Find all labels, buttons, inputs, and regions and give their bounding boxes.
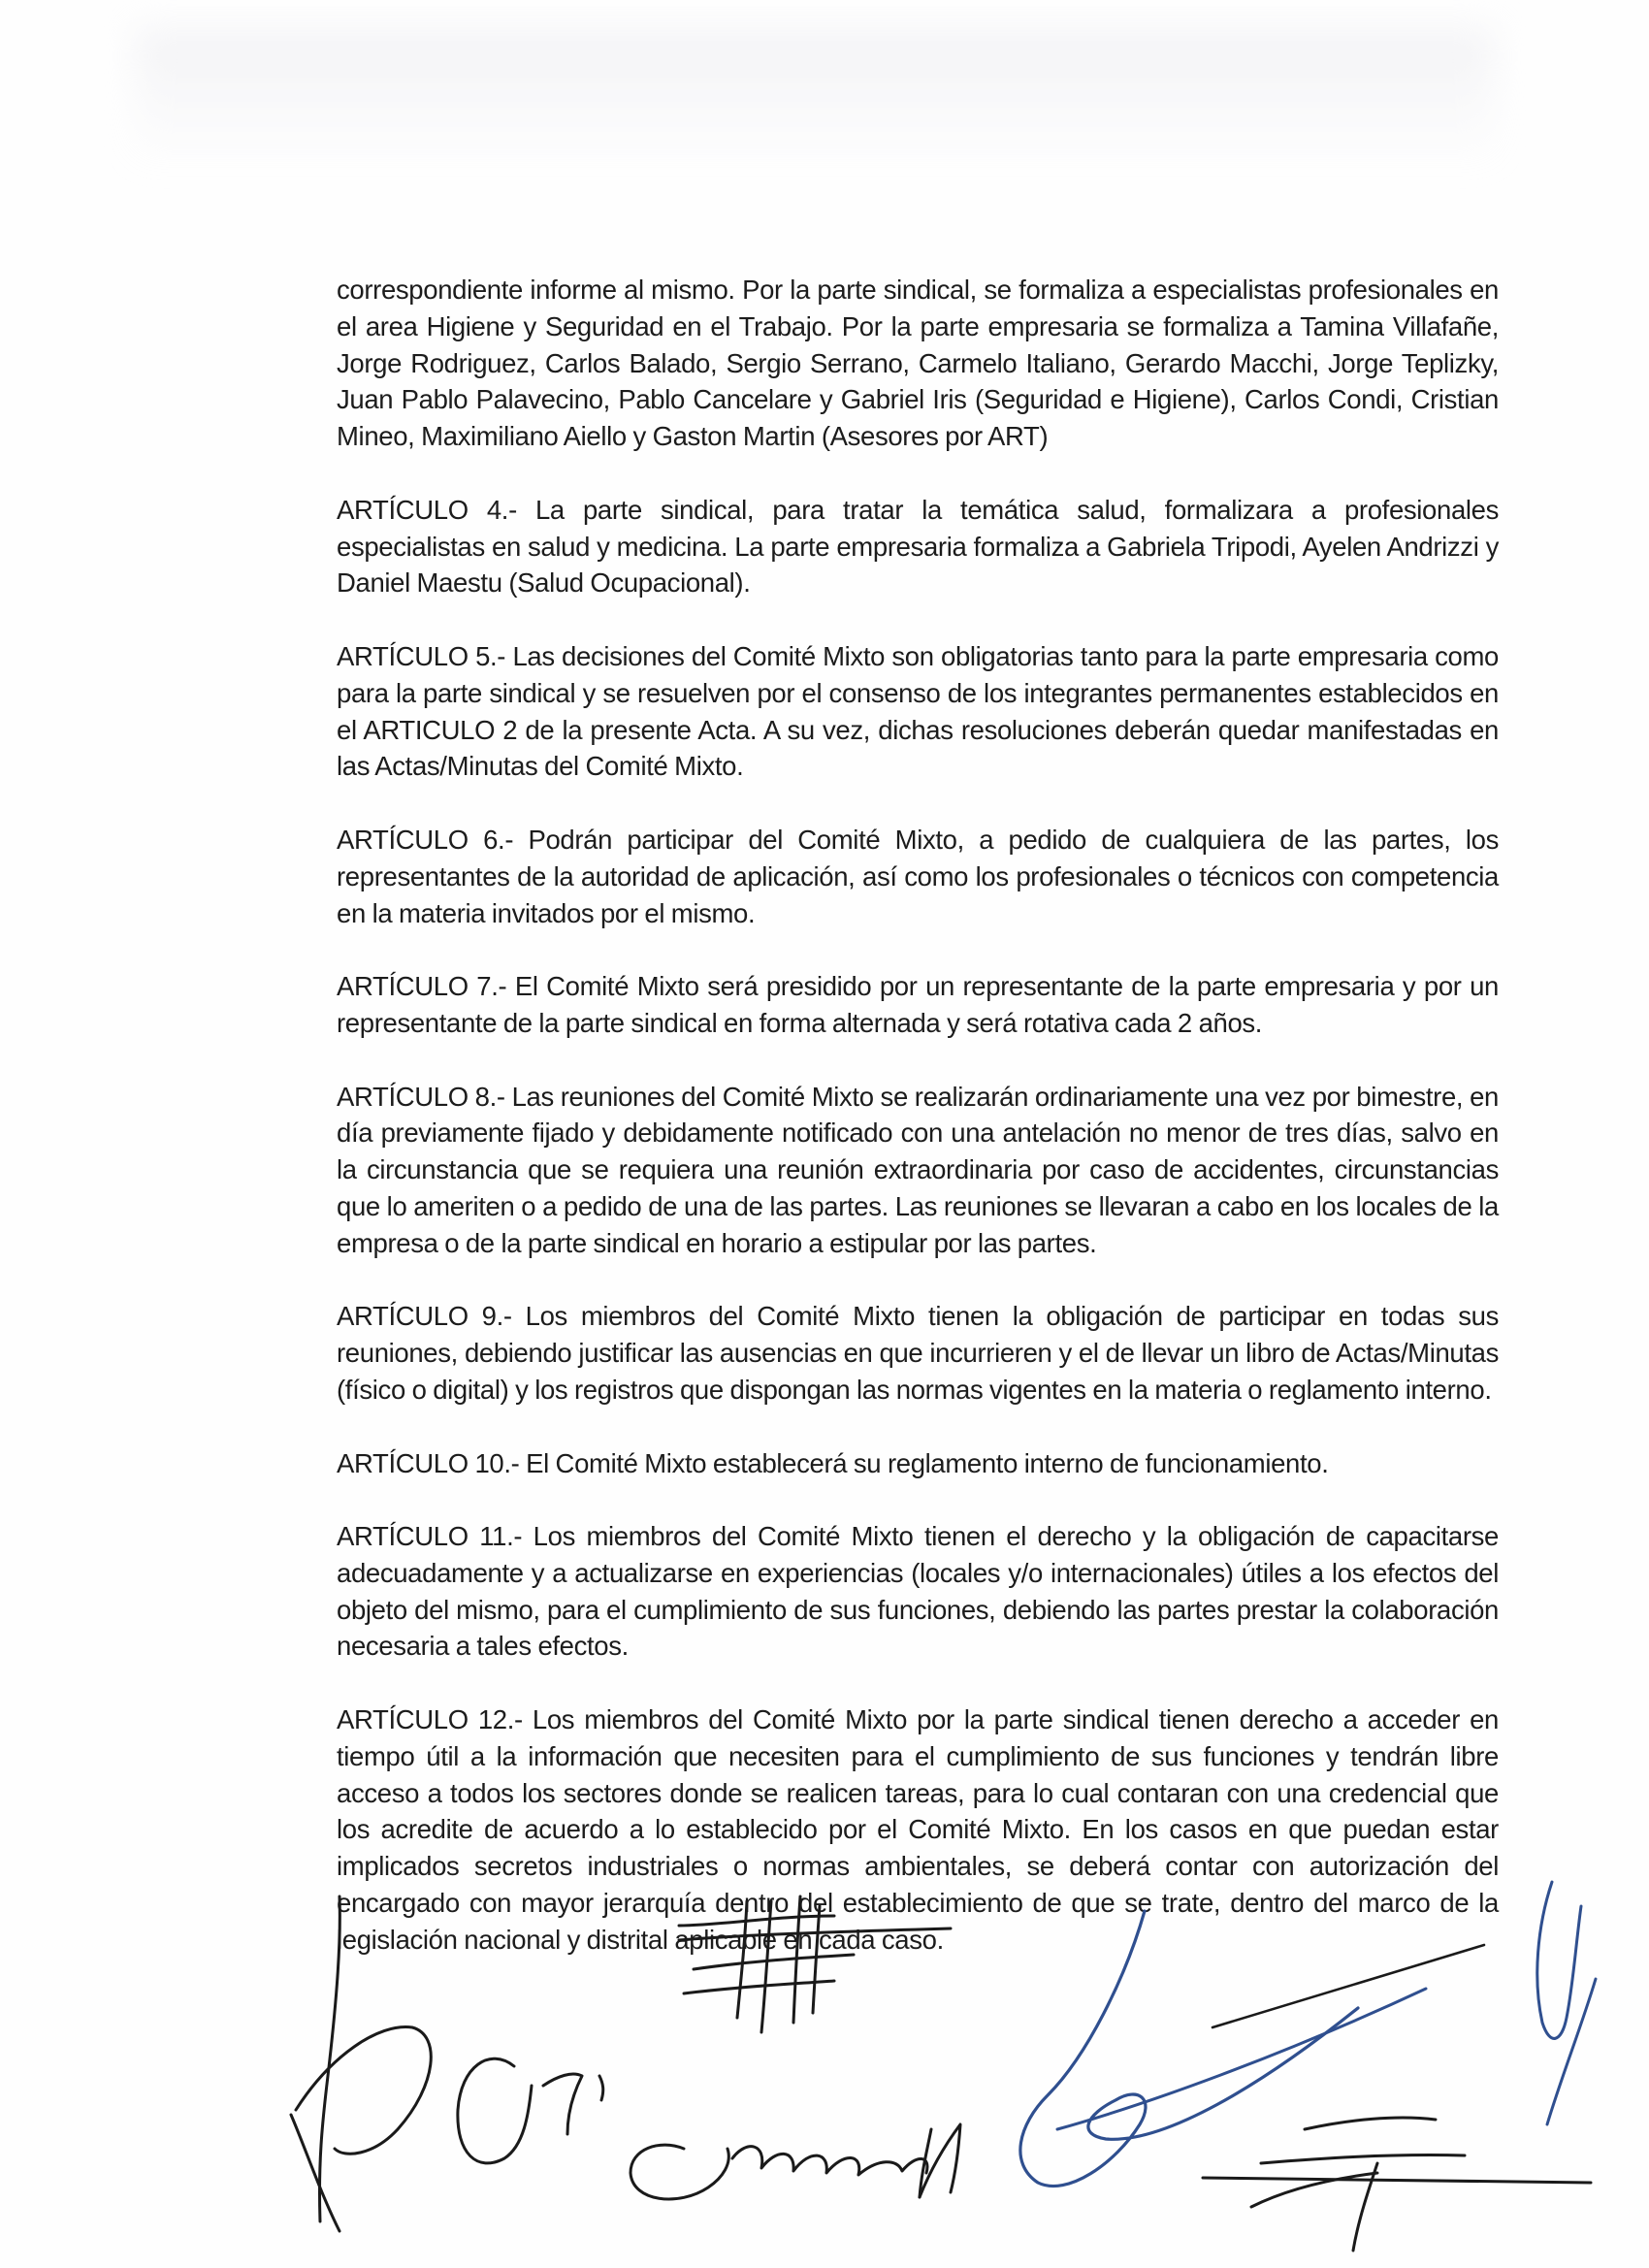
signature-4 [630,2124,960,2199]
signature-2 [458,2058,603,2163]
signature-7 [1203,2118,1591,2251]
scan-artifact [136,29,1494,165]
paragraph-articulo-9: ARTÍCULO 9.- Los miembros del Comité Mixto tienen la obligación de participar en todas sus reuniones, debiendo justificar las ausencias en que incurrieren y el de llevar un libro de Actas/Minutas (físico o digital) y los registros que dispongan las normas vigentes en la materia o reglamento interno. [337,1301,1499,1405]
paragraph-continuation: correspondiente informe al mismo. Por la parte sindical, se formaliza a especialistas profesionales en el area Higiene y Seguridad en el Trabajo. Por la parte empresaria se formaliza a Tamina Villafañe, Jorge Rodriguez, Carlos Balado, Sergio Serrano, Carmelo Italiano, Gerardo Macchi, Jorge Teplizky, Juan Pablo Palavecino, Pablo Cancelare y Gabriel Iris (Seguridad e Higiene), Carlos Condi, Cristian Mineo, Maximiliano Aiello y Gaston Martin (Asesores por ART) [337,275,1499,452]
paragraph-articulo-7: ARTÍCULO 7.- El Comité Mixto será presidido por un representante de la parte empresaria y por un representante de la parte sindical en forma alternada y será rotativa cada 2 años. [337,971,1499,1038]
paragraph-articulo-11: ARTÍCULO 11.- Los miembros del Comité Mixto tienen el derecho y la obligación de capacitarse adecuadamente y a actualizarse en experiencias (locales y/o internacionales) útiles a los efectos del objeto del mismo, para el cumplimiento de sus funciones, debiendo las partes prestar la colaboración necesaria a tales efectos. [337,1521,1499,1662]
document-body [337,272,1499,1959]
paragraph-articulo-8: ARTÍCULO 8.- Las reuniones del Comité Mixto se realizarán ordinariamente una vez por bimestre, en día previamente fijado y debidamente notificado con una antelación no menor de tres días, salvo en la circunstancia que se requiera una reunión extraordinaria por caso de accidentes, circunstancias que lo ameriten o a pedido de una de las partes. Las reuniones se llevaran a cabo en los locales de la empresa o de la parte sindical en horario a estipular por las partes. [337,1081,1499,1258]
paragraph-articulo-5: ARTÍCULO 5.- Las decisiones del Comité Mixto son obligatorias tanto para la parte empresaria como para la parte sindical y se resuelven por el consenso de los integrantes permanentes establecidos en el ARTICULO 2 de la presente Acta. A su vez, dichas resoluciones deberán quedar manifestadas en las Actas/Minutas del Comité Mixto. [337,640,1499,782]
paragraph-articulo-4: ARTÍCULO 4.- La parte sindical, para tratar la temática salud, formalizara a profesionales especialistas en salud y medicina. La parte empresaria formaliza a Gabriela Tripodi, Ayelen Andrizzi y Daniel Maestu (Salud Ocupacional). [337,494,1499,599]
paragraph-articulo-12: ARTÍCULO 12.- Los miembros del Comité Mixto por la parte sindical tienen derecho a acceder en tiempo útil a la información que necesiten para el cumplimiento de sus funciones y tendrán libre acceso a todos los sectores donde se realicen tareas, para lo cual contaran con una credencial que los acredite de acuerdo a lo establecido por el Comité Mixto. En los casos en que puedan estar implicados secretos industriales o normas ambientales, se deberá contar con autorización del encargado con mayor jerarquía dentro del establecimiento de que se trate, dentro del marco de la legislación nacional y distrital aplicable en cada caso. [337,1704,1499,1955]
paragraph-articulo-6: ARTÍCULO 6.- Podrán participar del Comité Mixto, a pedido de cualquiera de las partes, los representantes de la autoridad de aplicación, así como los profesionales o técnicos con competencia en la materia invitados por el mismo. [337,824,1499,928]
paragraph-articulo-10: ARTÍCULO 10.- El Comité Mixto establecerá su reglamento interno de funcionamiento. [337,1447,1329,1478]
